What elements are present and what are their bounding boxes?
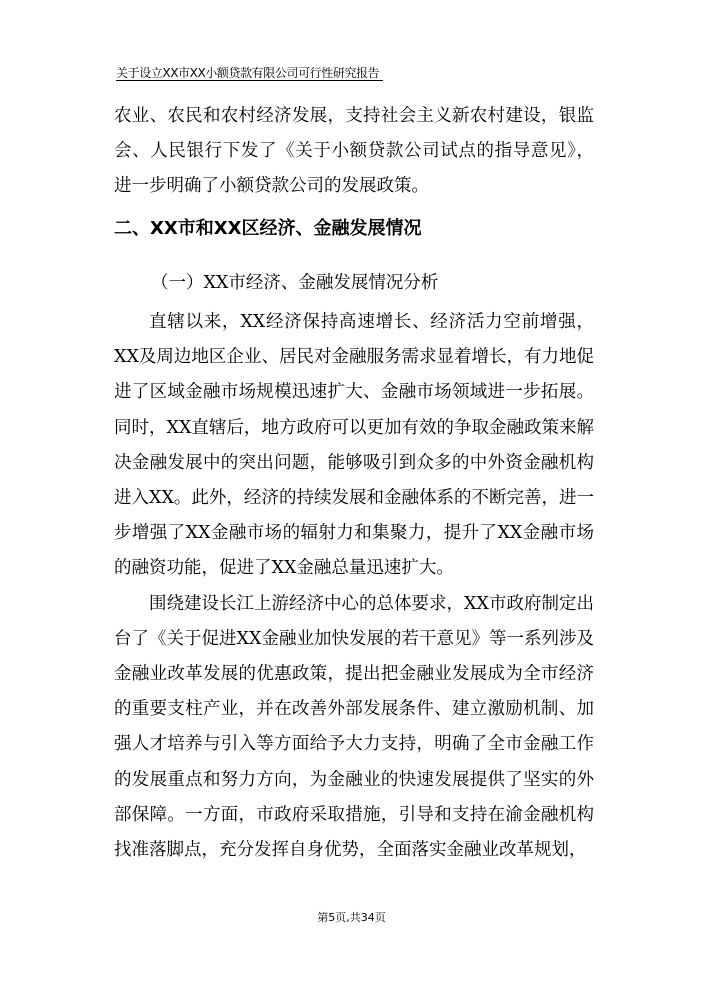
- subsection-heading: （一）XX市经济、金融发展情况分析: [151, 273, 439, 293]
- page-number-footer: 第5页,共34页: [317, 911, 386, 924]
- paragraph-direct-rule: 直辖以来，XX经济保持高速增长、经济活力空前增强，XX及周边地区企业、居民对金融服务需求显着增长，有力地促进了区域金融市场规模迅速扩大、金融市场领域进一步拓展。同时，XX直辖后，地方政府可以更加有效的争取金融政策来解决金融发展中的突出问题，能够吸引到众多的中外资金融机构进入XX。此外，经济的持续发展和金融体系的不断完善，进一步增强了XX金融市场的辐射力和集聚力，提升了XX金融市场的融资功能，促进了XX金融总量迅速扩大。: [114, 312, 594, 579]
- paragraph-upstream-center: 围绕建设长江上游经济中心的总体要求，XX市政府制定出台了《关于促进XX金融业加快发展的若干意见》等一系列涉及金融业改革发展的优惠政策，提出把金融业发展成为全市经济的重要支柱产业，并在改善外部发展条件、建立激励机制、加强人才培养与引入等方面给予大力支持，明确了全市金融工作的发展重点和努力方向，为金融业的快速发展提供了坚实的外部保障。一方面，市政府采取措施，引导和支持在渝金融机构找准落脚点，充分发挥自身优势，全面落实金融业改革规划，: [114, 593, 594, 861]
- section-heading: 二、XX市和XX区经济、金融发展情况: [114, 218, 422, 239]
- body-paragraphs: [114, 305, 594, 868]
- running-header: 关于设立XX市XX小额贷款有限公司可行性研究报告: [116, 66, 383, 81]
- intro-paragraph-continued: [114, 99, 594, 205]
- intro-paragraph-text: 农业、农民和农村经济发展，支持社会主义新农村建设，银监会、人民银行下发了《关于小额贷款公司试点的指导意见》，进一步明确了小额贷款公司的发展政策。: [114, 106, 594, 197]
